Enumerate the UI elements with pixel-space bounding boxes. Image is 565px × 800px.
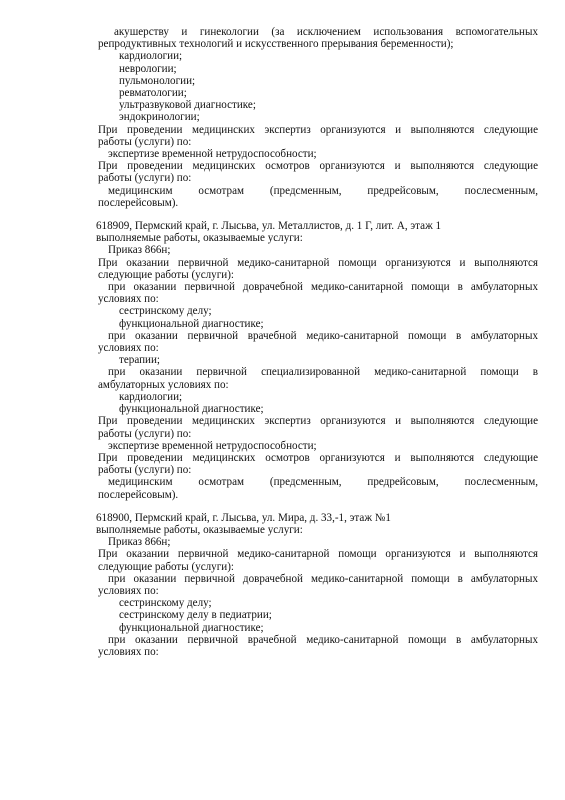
text-line: 618909, Пермский край, г. Лысьва, ул. Металлистов, д. 1 Г, лит. А, этаж 1 [96, 220, 442, 233]
text-line: работы (услуги) по: [98, 135, 192, 148]
text-line: послерейсовым). [98, 196, 179, 209]
text-line: кардиологии; [119, 50, 183, 63]
text-line: репродуктивных технологий и искусственного прерывания беременности); [98, 38, 454, 51]
text-line: неврологии; [119, 62, 177, 75]
text-line: работы (услуги) по: [98, 172, 192, 185]
text-line: функциональной диагностике; [119, 317, 264, 330]
text-line: При оказании первичной медико-санитарной помощи организуются и выполняются [98, 256, 538, 269]
text-line: при оказании первичной врачебной медико-санитарной помощи в амбулаторных [108, 633, 538, 646]
text-line: При оказании первичной медико-санитарной помощи организуются и выполняются [98, 548, 538, 561]
text-line: выполняемые работы, оказываемые услуги: [96, 232, 303, 245]
text-line: Приказ 866н; [108, 536, 171, 549]
text-line: При проведении медицинских экспертиз организуются и выполняются следующие [98, 123, 538, 136]
paragraph-gap [98, 501, 538, 512]
text-line: функциональной диагностике; [119, 403, 264, 416]
text-line: сестринскому делу в педиатрии; [119, 609, 272, 622]
text-line: акушерству и гинекологии (за исключением использования вспомогательных [114, 26, 538, 38]
text-line: кардиологии; [119, 390, 183, 403]
paragraph-gap [98, 209, 538, 220]
text-line: медицинским осмотрам (предсменным, предрейсовым, послесменным, [108, 184, 538, 197]
text-line: при оказании первичной врачебной медико-санитарной помощи в амбулаторных [108, 329, 538, 342]
text-line: экспертизе временной нетрудоспособности; [108, 439, 317, 452]
text-line: При проведении медицинских осмотров организуются и выполняются следующие [98, 451, 538, 464]
text-line: экспертизе временной нетрудоспособности; [108, 148, 317, 161]
text-line: При проведении медицинских осмотров организуются и выполняются следующие [98, 160, 538, 173]
text-line: послерейсовым). [98, 488, 179, 501]
text-line: эндокринологии; [119, 111, 200, 124]
text-line: условиях по: [98, 584, 159, 597]
text-line: амбулаторных условиях по: [98, 378, 229, 391]
text-line: следующие работы (услуги): [98, 268, 234, 281]
text-line: 618900, Пермский край, г. Лысьва, ул. Мира, д. 33,-1, этаж №1 [96, 511, 391, 524]
text-line: при оказании первичной специализированной медико-санитарной помощи в [108, 366, 538, 379]
text-line: условиях по: [98, 293, 159, 306]
text-line: Приказ 866н; [108, 244, 171, 257]
text-line: условиях по: [98, 645, 159, 658]
text-line: условиях по: [98, 342, 159, 355]
text-line: функциональной диагностике; [119, 621, 264, 634]
text-line: При проведении медицинских экспертиз организуются и выполняются следующие [98, 415, 538, 428]
text-line: при оказании первичной доврачебной медико-санитарной помощи в амбулаторных [108, 281, 538, 294]
text-line: работы (услуги) по: [98, 427, 192, 440]
text-line: работы (услуги) по: [98, 464, 192, 477]
text-line: сестринскому делу; [119, 305, 212, 318]
text-line: ревматологии; [119, 87, 187, 100]
text-line: при оказании первичной доврачебной медико-санитарной помощи в амбулаторных [108, 572, 538, 585]
text-line: следующие работы (услуги): [98, 560, 234, 573]
text-line: выполняемые работы, оказываемые услуги: [96, 523, 303, 536]
text-line: терапии; [119, 354, 160, 367]
text-line: пульмонологии; [119, 74, 196, 87]
text-line: медицинским осмотрам (предсменным, предрейсовым, послесменным, [108, 476, 538, 489]
text-line: сестринскому делу; [119, 597, 212, 610]
text-line: ультразвуковой диагностике; [119, 99, 256, 112]
